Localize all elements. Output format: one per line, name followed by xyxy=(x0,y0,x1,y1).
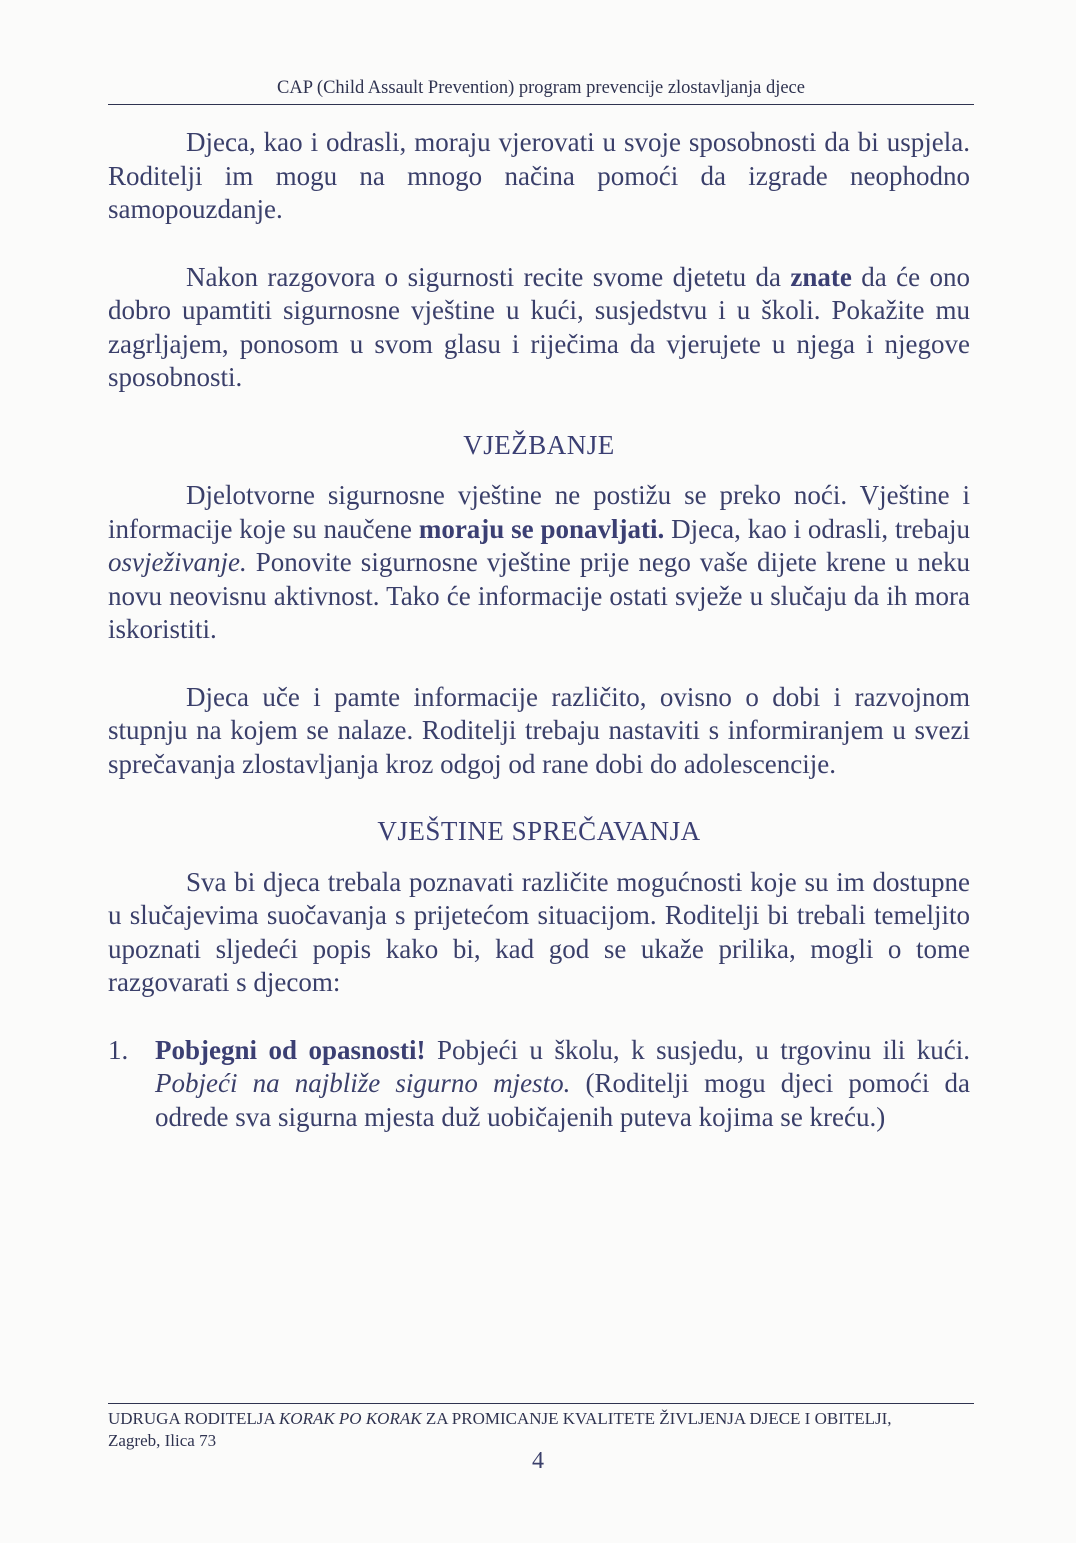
text-run: (Roditelji mogu djeci pomoći da odrede sva sigurna mjesta duž uobičajenih puteva kojima se kreću.) xyxy=(155,1068,971,1132)
paragraph: Sva bi djeca trebala poznavati različite mogućnosti koje su im dostupne u slučajevima suočavanja s prijetećom situacijom. Roditelji bi trebali temeljito upoznati sljedeći popis kako bi, kad god se ukaže prilika, mogli o tome razgovarati s djecom: xyxy=(108,866,970,997)
running-header: CAP (Child Assault Prevention) program prevencije zlostavljanja djece xyxy=(277,78,805,98)
footer-rule xyxy=(108,1403,974,1404)
emphasis-bold: znate xyxy=(790,261,852,292)
text-run: da će ono dobro upamtiti sigurnosne vještine u kući, susjedstvu i u školi. Pokažite mu zagrljajem, ponosom u svom glasu i riječima da vjerujete u njega i njegove sposobnosti. xyxy=(108,261,970,392)
text-run: UDRUGA RODITELJA xyxy=(108,1409,279,1428)
paragraph: Djeca uče i pamte informacije različito, ovisno o dobi i razvojnom stupnju na kojem se nalaze. Roditelji trebaju nastaviti s informiranjem u svezi sprečavanja zlostavljanja kroz odgoj od rane dobi do adolescencije. xyxy=(108,681,970,779)
footer-organization xyxy=(108,1408,974,1430)
text-run: Ponovite sigurnosne vještine prije nego vaše dijete krene u neku novu neovisnu aktivnost. Tako će informacije ostati svježe u slučaju da ih mora iskoristiti. xyxy=(108,547,970,644)
text-run: Nakon razgovora o sigurnosti recite svome djetetu da xyxy=(186,261,791,292)
footer-address: Zagreb, Ilica 73 xyxy=(108,1431,217,1450)
text-run: ZA PROMICANJE KVALITETE ŽIVLJENJA DJECE I OBITELJI, xyxy=(421,1409,892,1428)
list-item-title: Pobjegni od opasnosti! xyxy=(155,1034,426,1065)
paragraph xyxy=(108,261,970,395)
emphasis-italic: KORAK PO KORAK xyxy=(278,1409,422,1428)
section-heading: VJEŽBANJE xyxy=(463,429,615,460)
paragraph: Djeca, kao i odrasli, moraju vjerovati u svoje sposobnosti da bi uspjela. Roditelji im mogu na mnogo načina pomoći da izgrade neophodno samopouzdanje. xyxy=(108,127,970,224)
text-run: Djelotvorne sigurnosne vještine ne postižu se preko noći. Vještine i informacije koje su naučene xyxy=(108,480,970,544)
list-number: 1. xyxy=(108,1034,129,1065)
skills-list xyxy=(108,1034,970,1135)
footer xyxy=(108,1408,974,1452)
emphasis-italic: Pobjeći na najbliže sigurno mjesto. xyxy=(155,1068,571,1098)
text-run: Pobjeći u školu, k susjedu, u trgovinu ili kući. xyxy=(425,1034,970,1065)
list-item xyxy=(108,1034,970,1135)
header-rule xyxy=(108,104,974,105)
emphasis-italic: osvježivanje. xyxy=(108,547,247,577)
page-body xyxy=(108,126,970,1134)
page-number: 4 xyxy=(532,1448,544,1474)
text-run: Djeca, kao i odrasli, trebaju xyxy=(664,513,970,544)
paragraph xyxy=(108,479,970,647)
emphasis-bold: moraju se ponavljati. xyxy=(418,513,665,544)
section-heading: VJEŠTINE SPREČAVANJA xyxy=(377,816,701,846)
